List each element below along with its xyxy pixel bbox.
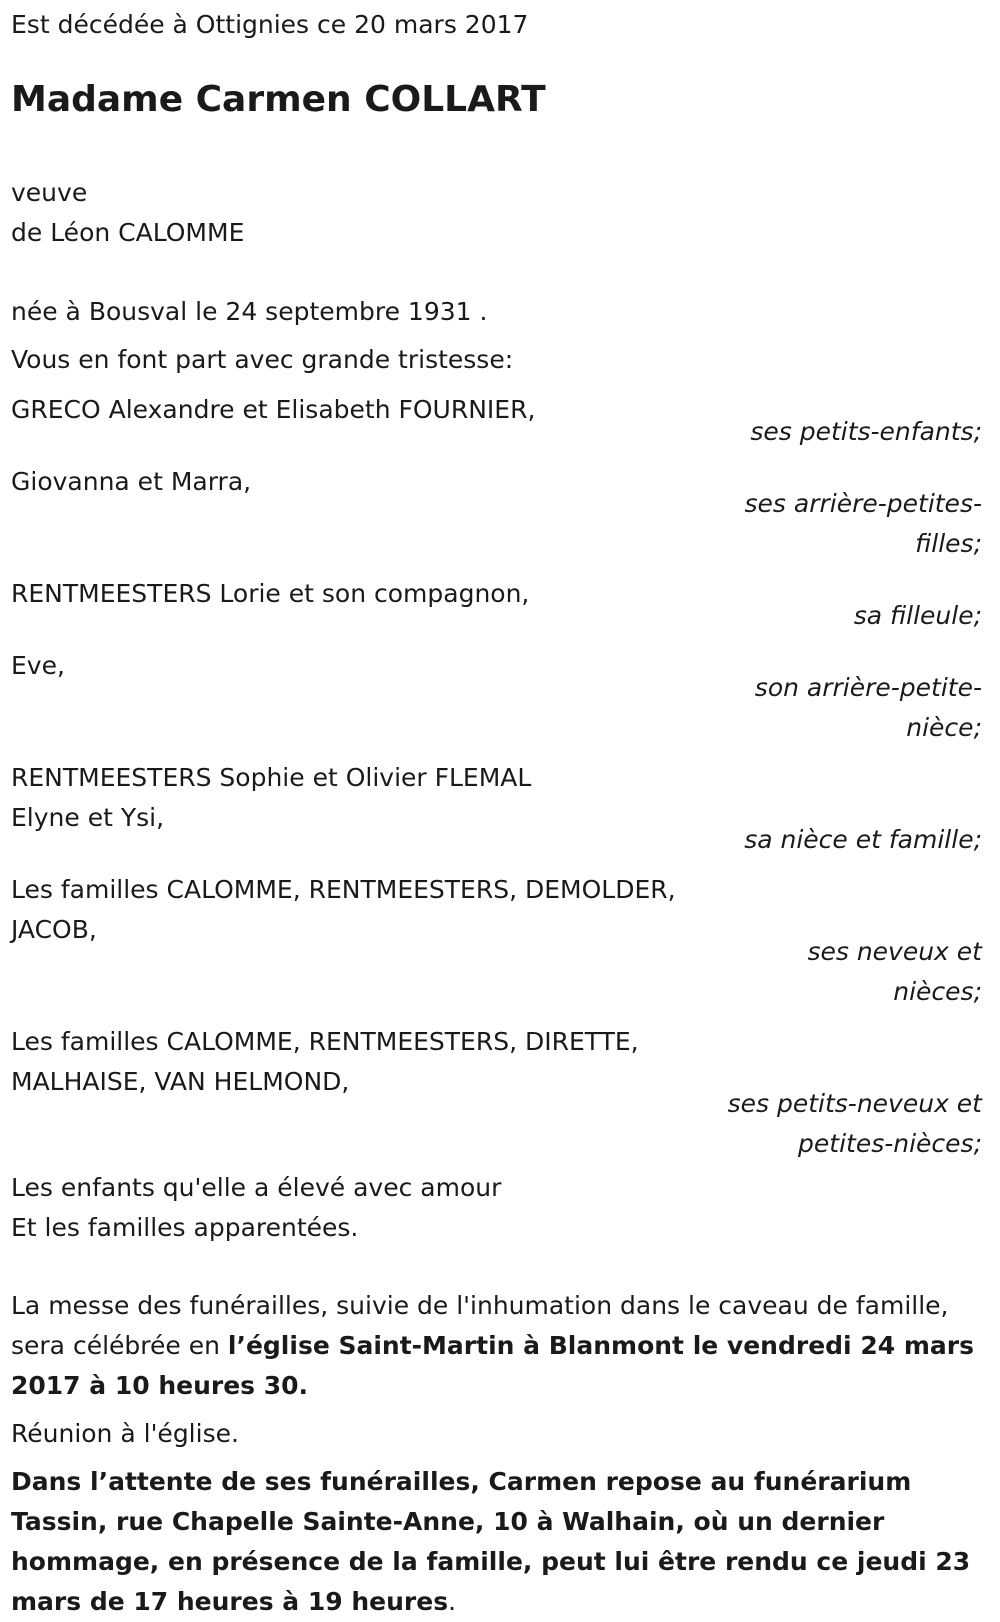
family-entry-names xyxy=(11,758,731,838)
family-entry-names xyxy=(11,1022,731,1102)
tail-line-children: Les enfants qu'elle a élevé avec amour xyxy=(11,1173,502,1202)
family-entry-relation: ses petits-neveux et petites-nièces; xyxy=(727,1089,982,1158)
mass-location-time: l’église Saint-Martin à Blanmont le vendredi 24 mars 2017 à 10 heures 30. xyxy=(11,1331,974,1400)
family-entry-name-line: RENTMEESTERS Lorie et son compagnon, xyxy=(11,579,530,608)
repose-end: . xyxy=(448,1587,457,1616)
family-entry-relation: ses petits-enfants; xyxy=(750,417,982,446)
family-entry xyxy=(11,390,982,452)
repose-text: Dans l’attente de ses funérailles, Carmen repose au funérarium Tassin, rue Chapelle Sainte-Anne, 10 à Walhain, où un dernier hommage, en présence de la famille, peut lui être rendu ce jeudi 23 mars de 17 heures à 19 heures xyxy=(11,1467,971,1616)
death-notice-line: Est décédée à Ottignies ce 20 mars 2017 xyxy=(11,10,529,39)
widow-label: veuve xyxy=(11,178,88,207)
family-entry-name-line: GRECO Alexandre et Elisabeth FOURNIER, xyxy=(11,395,536,424)
family-entry-relation: sa filleule; xyxy=(853,601,982,630)
family-entry xyxy=(11,758,982,860)
family-entry xyxy=(11,574,982,636)
family-entry xyxy=(11,1022,982,1164)
family-entry-name-line: Les familles CALOMME, RENTMEESTERS, DIRETTE, MALHAISE, VAN HELMOND, xyxy=(11,1027,639,1096)
family-entry-name-line: Les familles CALOMME, RENTMEESTERS, DEMOLDER, JACOB, xyxy=(11,875,676,944)
deceased-name: Madame Carmen COLLART xyxy=(11,79,546,120)
announcement-intro: Vous en font part avec grande tristesse: xyxy=(11,345,514,374)
family-entry xyxy=(11,462,982,564)
widow-block xyxy=(11,173,982,253)
family-entry-name-line: Giovanna et Marra, xyxy=(11,467,252,496)
funeral-mass-paragraph xyxy=(11,1286,982,1406)
birth-line: née à Bousval le 24 septembre 1931 . xyxy=(11,297,488,326)
obituary-page xyxy=(0,5,1000,1616)
family-entry-name-line: RENTMEESTERS Sophie et Olivier FLEMAL xyxy=(11,763,532,792)
family-entry-name-line: Eve, xyxy=(11,651,65,680)
family-entry-relation: son arrière-petite-nièce; xyxy=(754,673,982,742)
family-entry-names xyxy=(11,462,731,502)
family-entry-relation: ses neveux et nièces; xyxy=(807,937,982,1006)
family-entry-names xyxy=(11,870,731,950)
mass-intro-text: La messe des funérailles, suivie de l'inhumation dans le caveau de famille, sera célébrée en xyxy=(11,1291,949,1360)
family-entries xyxy=(11,390,982,1164)
family-entry-relation: ses arrière-petites-filles; xyxy=(744,489,982,558)
family-entry-names xyxy=(11,574,731,614)
spouse-name: de Léon CALOMME xyxy=(11,218,245,247)
family-entry xyxy=(11,646,982,748)
repose-paragraph xyxy=(11,1462,982,1622)
family-entry-relation: sa nièce et famille; xyxy=(744,825,982,854)
family-entry-names xyxy=(11,390,731,430)
tail-block xyxy=(11,1168,982,1248)
family-entry xyxy=(11,870,982,1012)
tail-line-families: Et les familles apparentées. xyxy=(11,1213,359,1242)
family-entry-name-line: Elyne et Ysi, xyxy=(11,803,165,832)
gathering-note: Réunion à l'église. xyxy=(11,1419,239,1448)
family-entry-names xyxy=(11,646,731,686)
